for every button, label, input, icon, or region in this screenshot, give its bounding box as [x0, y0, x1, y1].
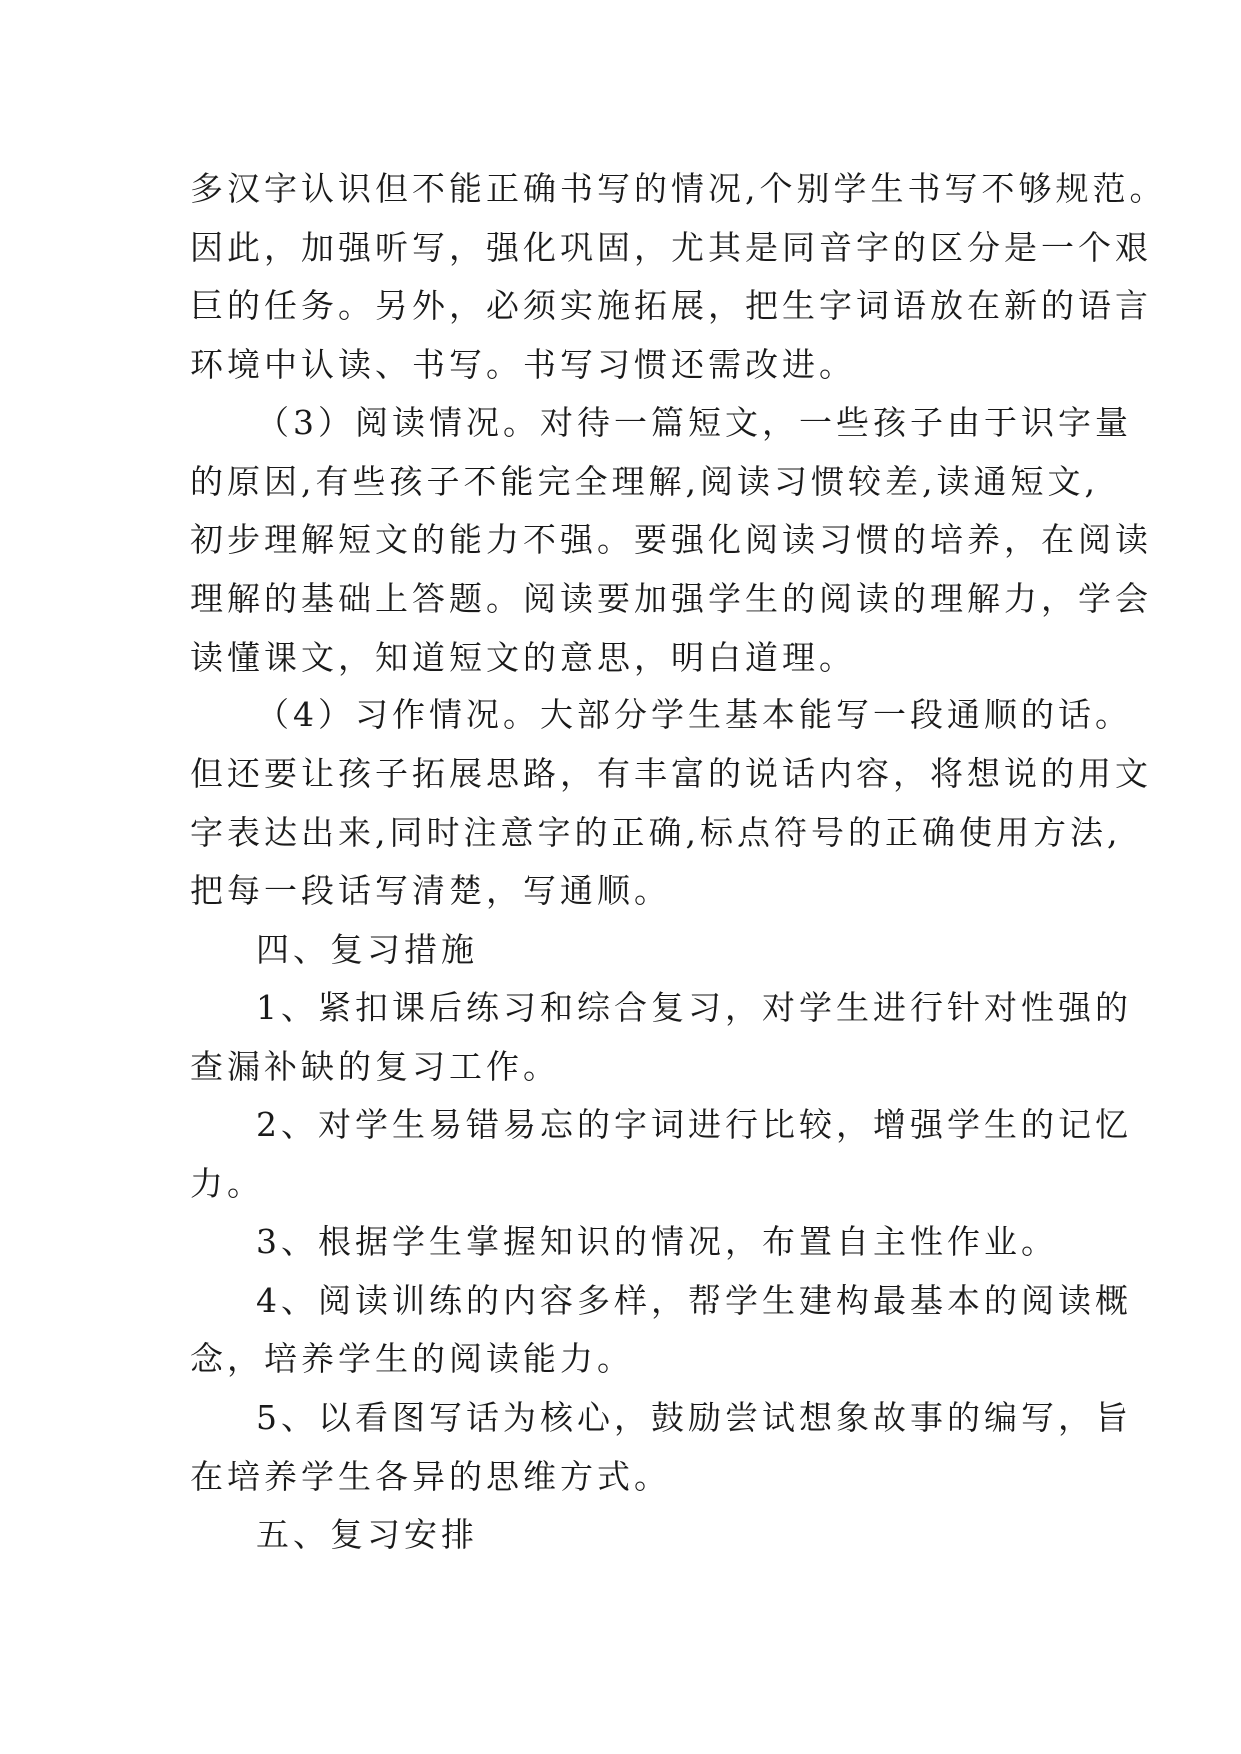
text-line: 因此，加强听写，强化巩固，尤其是同音字的区分是一个艰: [190, 228, 1152, 267]
list-item: 5、以看图写话为核心，鼓励尝试想象故事的编写，旨: [256, 1398, 1132, 1437]
text-line: 但还要让孩子拓展思路，有丰富的说话内容，将想说的用文: [190, 754, 1152, 793]
text-line: 初步理解短文的能力不强。要强化阅读习惯的培养，在阅读: [190, 520, 1152, 559]
list-item: 4、阅读训练的内容多样，帮学生建构最基本的阅读概: [256, 1281, 1132, 1320]
text-line: 巨的任务。另外，必须实施拓展，把生字词语放在新的语言: [190, 286, 1152, 325]
text-line: 的原因,有些孩子不能完全理解,阅读习惯较差,读通短文,: [190, 462, 1099, 501]
text-line: 念，培养学生的阅读能力。: [190, 1339, 634, 1378]
list-item: 1、紧扣课后练习和综合复习，对学生进行针对性强的: [256, 988, 1132, 1027]
text-line: 多汉字认识但不能正确书写的情况,个别学生书写不够规范。: [190, 169, 1167, 208]
section-heading-review-measures: 四、复习措施: [256, 930, 478, 969]
paragraph-writing-heading: （4）习作情况。大部分学生基本能写一段通顺的话。: [256, 695, 1132, 734]
text-line: 把每一段话写清楚，写通顺。: [190, 871, 671, 910]
list-item: 2、对学生易错易忘的字词进行比较，增强学生的记忆: [256, 1105, 1132, 1144]
text-line: 字表达出来,同时注意字的正确,标点符号的正确使用方法,: [190, 813, 1122, 852]
text-line: 读懂课文，知道短文的意思，明白道理。: [190, 638, 856, 677]
paragraph-reading-heading: （3）阅读情况。对待一篇短文，一些孩子由于识字量: [256, 403, 1132, 442]
text-line: 查漏补缺的复习工作。: [190, 1047, 560, 1086]
section-heading-review-schedule: 五、复习安排: [256, 1515, 478, 1554]
text-line: 力。: [190, 1164, 264, 1203]
text-line: 理解的基础上答题。阅读要加强学生的阅读的理解力，学会: [190, 579, 1152, 618]
text-line: 环境中认读、书写。书写习惯还需改进。: [190, 345, 856, 384]
text-line: 在培养学生各异的思维方式。: [190, 1457, 671, 1496]
list-item: 3、根据学生掌握知识的情况，布置自主性作业。: [256, 1222, 1058, 1261]
